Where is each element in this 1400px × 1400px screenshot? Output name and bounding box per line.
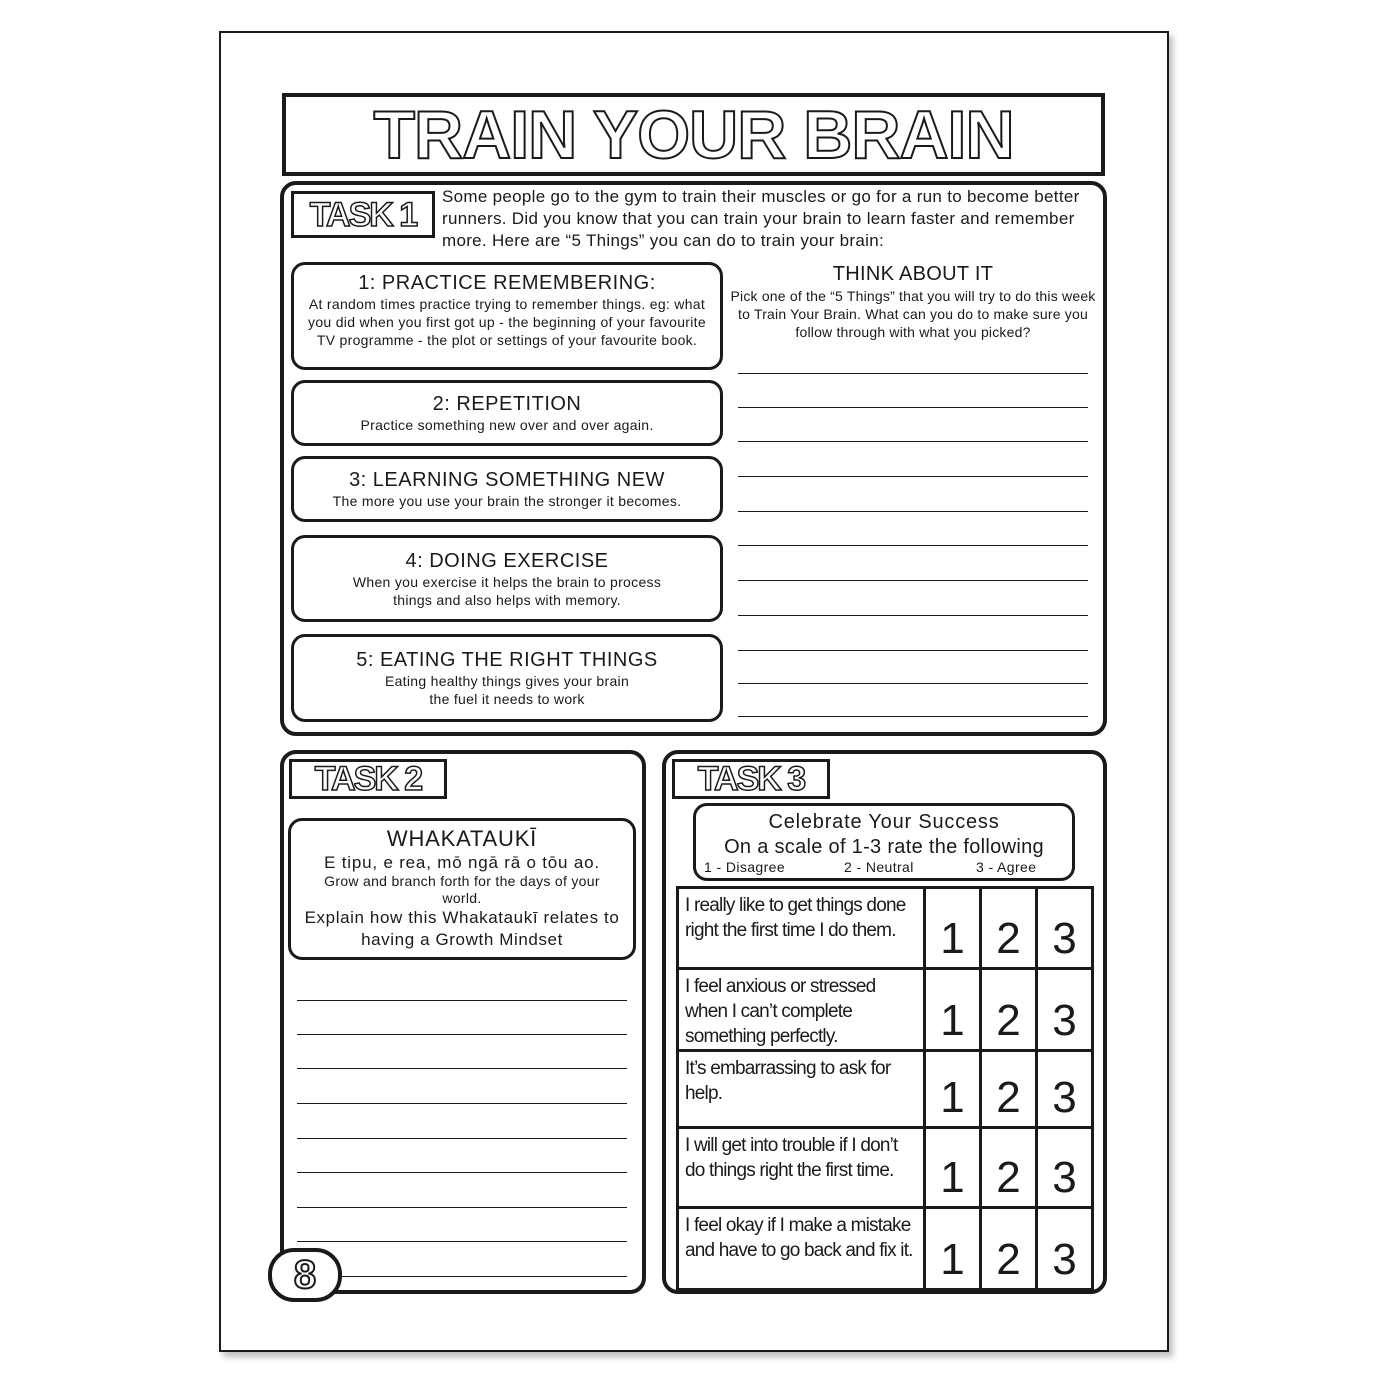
writing-line[interactable] bbox=[738, 545, 1088, 546]
rating-option-1[interactable]: 1 bbox=[925, 1128, 981, 1208]
rating-option-2[interactable]: 2 bbox=[981, 969, 1037, 1051]
rating-statement: I really like to get things done right the first time I do them. bbox=[678, 888, 925, 969]
rating-row bbox=[678, 969, 1093, 1051]
thing-card-3 bbox=[291, 456, 723, 522]
writing-line[interactable] bbox=[738, 407, 1088, 408]
writing-line[interactable] bbox=[297, 1207, 627, 1208]
rating-table bbox=[676, 886, 1094, 1291]
whakatauki-prompt: Explain how this Whakataukī relates to having a Growth Mindset bbox=[304, 908, 620, 949]
writing-line[interactable] bbox=[297, 1172, 627, 1173]
whakatauki-heading: WHAKATAUKĪ bbox=[386, 826, 538, 851]
writing-line[interactable] bbox=[297, 1241, 627, 1242]
rating-option-2[interactable]: 2 bbox=[981, 1128, 1037, 1208]
celebrate-heading: Celebrate Your Success bbox=[768, 811, 1000, 833]
task1-intro: Some people go to the gym to train their muscles or go for a run to become better runners. Did you know that you can train your brain to learn faster and remember more. Here are “5 Things” you can do to train your brain: bbox=[442, 187, 1080, 250]
writing-line[interactable] bbox=[738, 476, 1088, 477]
whakatauki-english: Grow and branch forth for the days of your world. bbox=[324, 873, 600, 906]
rating-statement: I will get into trouble if I don’t do things right the first time. bbox=[678, 1128, 925, 1208]
rating-option-1[interactable]: 1 bbox=[925, 888, 981, 969]
task1-label: TASK 1 bbox=[291, 191, 435, 238]
writing-line[interactable] bbox=[297, 1068, 627, 1069]
rating-option-3[interactable]: 3 bbox=[1037, 1128, 1093, 1208]
rating-option-3[interactable]: 3 bbox=[1037, 1208, 1093, 1290]
think-about-it-heading: THINK ABOUT IT bbox=[832, 263, 994, 285]
thing-card-1 bbox=[291, 262, 723, 370]
whakatauki-maori: E tipu, e rea, mō ngā rā o tōu ao. bbox=[324, 853, 600, 872]
rating-option-3[interactable]: 3 bbox=[1037, 969, 1093, 1051]
thing-heading: 1: PRACTICE REMEMBERING: bbox=[358, 272, 656, 294]
rating-option-2[interactable]: 2 bbox=[981, 1051, 1037, 1128]
page-number: 8 bbox=[268, 1248, 342, 1302]
thing-text: Eating healthy things gives your brain the fuel it needs to work bbox=[384, 673, 630, 707]
rating-option-1[interactable]: 1 bbox=[925, 1208, 981, 1290]
task3-label: TASK 3 bbox=[672, 759, 830, 799]
rating-statement: It’s embarrassing to ask for help. bbox=[678, 1051, 925, 1128]
rating-row bbox=[678, 1128, 1093, 1208]
rating-option-3[interactable]: 3 bbox=[1037, 888, 1093, 969]
thing-card-5 bbox=[291, 634, 723, 722]
thing-heading: 5: EATING THE RIGHT THINGS bbox=[356, 649, 658, 671]
writing-line[interactable] bbox=[297, 1138, 627, 1139]
think-about-it-text: Pick one of the “5 Things” that you will try to do this week to Train Your Brain. What can you do to make sure you follow through with what you picked? bbox=[730, 288, 1096, 340]
writing-line[interactable] bbox=[738, 511, 1088, 512]
thing-text: The more you use your brain the stronger it becomes. bbox=[332, 493, 682, 509]
rating-row bbox=[678, 888, 1093, 969]
thing-text: Practice something new over and over again. bbox=[360, 417, 654, 433]
thing-text: When you exercise it helps the brain to process things and also helps with memory. bbox=[352, 574, 662, 608]
task2-label: TASK 2 bbox=[289, 759, 447, 799]
rating-option-2[interactable]: 2 bbox=[981, 888, 1037, 969]
rating-option-2[interactable]: 2 bbox=[981, 1208, 1037, 1290]
rating-row bbox=[678, 1208, 1093, 1290]
writing-line[interactable] bbox=[297, 1276, 627, 1277]
celebrate-box bbox=[693, 803, 1075, 881]
thing-heading: 4: DOING EXERCISE bbox=[405, 550, 609, 572]
thing-heading: 3: LEARNING SOMETHING NEW bbox=[349, 469, 665, 491]
scale-disagree: 1 - Disagree bbox=[704, 859, 786, 875]
rating-row bbox=[678, 1051, 1093, 1128]
writing-line[interactable] bbox=[738, 441, 1088, 442]
writing-line[interactable] bbox=[738, 650, 1088, 651]
writing-line[interactable] bbox=[297, 1103, 627, 1104]
writing-line[interactable] bbox=[738, 580, 1088, 581]
scale-instruction: On a scale of 1-3 rate the following bbox=[724, 836, 1044, 858]
page-title: TRAIN YOUR BRAIN bbox=[373, 96, 1014, 173]
writing-line[interactable] bbox=[738, 716, 1088, 717]
title-banner bbox=[282, 93, 1105, 176]
scale-agree: 3 - Agree bbox=[976, 859, 1037, 875]
rating-option-1[interactable]: 1 bbox=[925, 969, 981, 1051]
rating-option-3[interactable]: 3 bbox=[1037, 1051, 1093, 1128]
rating-statement: I feel anxious or stressed when I can’t complete something perfectly. bbox=[678, 969, 925, 1051]
scale-legend bbox=[696, 859, 1072, 875]
scale-neutral: 2 - Neutral bbox=[844, 859, 914, 875]
whakatauki-box bbox=[288, 818, 636, 960]
thing-card-2 bbox=[291, 380, 723, 446]
writing-line[interactable] bbox=[738, 373, 1088, 374]
rating-option-1[interactable]: 1 bbox=[925, 1051, 981, 1128]
writing-line[interactable] bbox=[738, 615, 1088, 616]
writing-line[interactable] bbox=[297, 1000, 627, 1001]
writing-line[interactable] bbox=[738, 683, 1088, 684]
writing-line[interactable] bbox=[297, 1034, 627, 1035]
rating-statement: I feel okay if I make a mistake and have to go back and fix it. bbox=[678, 1208, 925, 1290]
thing-heading: 2: REPETITION bbox=[432, 393, 582, 415]
thing-text: At random times practice trying to remember things. eg: what you did when you first got up - the beginning of your favourite TV programme - the plot or settings of your favourite book. bbox=[308, 296, 706, 348]
thing-card-4 bbox=[291, 535, 723, 622]
